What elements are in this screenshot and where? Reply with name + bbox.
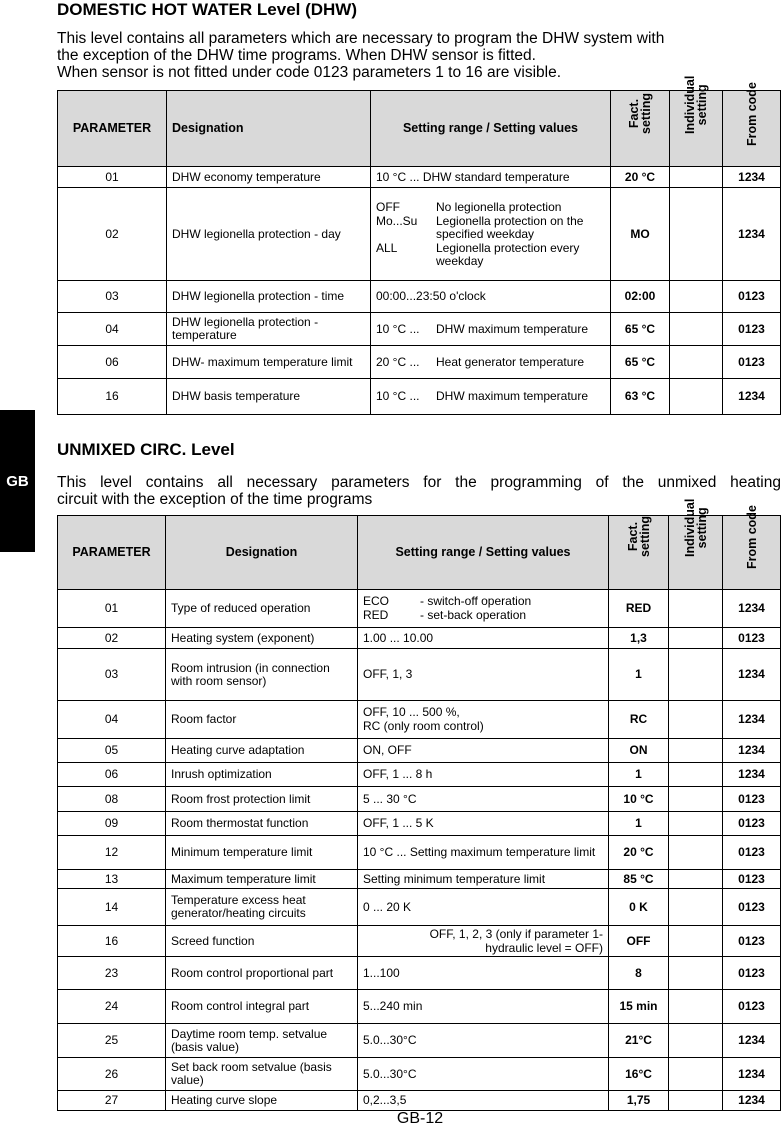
table-row bbox=[58, 990, 781, 1024]
designation: Room control integral part bbox=[166, 990, 358, 1024]
unmixed-intro bbox=[57, 474, 781, 508]
factory-setting: ON bbox=[609, 739, 669, 763]
table-row bbox=[58, 870, 781, 889]
range-line: RC (only room control) bbox=[363, 719, 484, 733]
designation: DHW legionella protection - time bbox=[167, 281, 371, 313]
header-range: Setting range / Setting values bbox=[371, 91, 611, 167]
header-designation: Designation bbox=[167, 91, 371, 167]
table-row bbox=[58, 836, 781, 870]
range-line: OFF, 1, 2, 3 (only if parameter 1- bbox=[429, 926, 603, 941]
table-row bbox=[58, 1058, 781, 1091]
individual-setting bbox=[669, 1091, 723, 1111]
table-row bbox=[58, 379, 781, 415]
factory-setting: 20 °C bbox=[609, 836, 669, 870]
page-number: GB-12 bbox=[396, 1110, 444, 1127]
parameter-number: 02 bbox=[58, 628, 166, 649]
parameter-number: 04 bbox=[58, 701, 166, 739]
factory-setting: 65 °C bbox=[611, 313, 670, 346]
header-individual-setting-text: Individual setting bbox=[683, 75, 709, 134]
table-row bbox=[58, 1091, 781, 1111]
option-key: 10 °C ... bbox=[376, 389, 420, 403]
from-code: 1234 bbox=[723, 739, 781, 763]
setting-range bbox=[371, 167, 611, 188]
from-code: 1234 bbox=[723, 1024, 781, 1058]
setting-range bbox=[358, 926, 609, 957]
table-row bbox=[58, 167, 781, 188]
factory-setting: MO bbox=[611, 188, 670, 281]
table-row bbox=[58, 812, 781, 836]
table-row bbox=[58, 1024, 781, 1058]
range-line: 5.0...30°C bbox=[363, 1066, 417, 1081]
intro-line: This level contains all necessary parameters for the programming of the unmixed heating bbox=[57, 474, 781, 491]
parameter-number: 06 bbox=[58, 763, 166, 787]
parameter-number: 16 bbox=[58, 379, 167, 415]
individual-setting bbox=[669, 787, 723, 812]
parameter-number: 23 bbox=[58, 957, 166, 990]
from-code: 1234 bbox=[723, 379, 781, 415]
factory-setting: 10 °C bbox=[609, 787, 669, 812]
parameter-number: 13 bbox=[58, 870, 166, 889]
setting-range bbox=[358, 1024, 609, 1058]
dhw-intro bbox=[57, 30, 781, 81]
setting-range bbox=[358, 812, 609, 836]
parameter-number: 01 bbox=[58, 590, 166, 628]
parameter-number: 01 bbox=[58, 167, 167, 188]
individual-setting bbox=[669, 990, 723, 1024]
factory-setting: 02:00 bbox=[611, 281, 670, 313]
designation: Daytime room temp. setvalue (basis value) bbox=[166, 1024, 358, 1058]
parameter-number: 06 bbox=[58, 346, 167, 379]
designation: Heating curve adaptation bbox=[166, 739, 358, 763]
table-row bbox=[58, 701, 781, 739]
option-key: RED bbox=[363, 608, 389, 622]
table-row bbox=[58, 787, 781, 812]
option-description: Legionella protection on the specified weekday bbox=[436, 213, 584, 241]
range-line: 10 °C ... Setting maximum temperature limit bbox=[363, 845, 596, 859]
from-code: 1234 bbox=[723, 1091, 781, 1111]
from-code: 0123 bbox=[723, 281, 781, 313]
option-description: DHW maximum temperature bbox=[436, 389, 589, 403]
factory-setting: 20 °C bbox=[611, 167, 670, 188]
table-row bbox=[58, 590, 781, 628]
option-key: 10 °C ... bbox=[376, 321, 420, 336]
table-row bbox=[58, 889, 781, 926]
table-row bbox=[58, 346, 781, 379]
from-code: 0123 bbox=[723, 990, 781, 1024]
intro-line: This level contains all parameters which are necessary to program the DHW system with bbox=[57, 30, 665, 47]
factory-setting: 8 bbox=[609, 957, 669, 990]
intro-line: the exception of the DHW time programs. When DHW sensor is fitted. bbox=[57, 47, 536, 64]
individual-setting bbox=[669, 889, 723, 926]
header-parameter: PARAMETER bbox=[58, 91, 167, 167]
parameter-number: 03 bbox=[58, 281, 167, 313]
individual-setting bbox=[669, 812, 723, 836]
setting-range bbox=[358, 787, 609, 812]
option-description: DHW maximum temperature bbox=[436, 321, 589, 336]
setting-range bbox=[371, 379, 611, 415]
parameter-number: 25 bbox=[58, 1024, 166, 1058]
designation: Inrush optimization bbox=[166, 763, 358, 787]
setting-range bbox=[358, 763, 609, 787]
designation: DHW legionella protection - day bbox=[167, 188, 371, 281]
factory-setting: 1,3 bbox=[609, 628, 669, 649]
range-line: 10 °C ... DHW standard temperature bbox=[376, 169, 570, 184]
setting-range bbox=[358, 1058, 609, 1091]
from-code: 1234 bbox=[723, 763, 781, 787]
factory-setting: 85 °C bbox=[609, 870, 669, 889]
option-key: Mo...Su bbox=[376, 213, 418, 228]
individual-setting bbox=[669, 739, 723, 763]
from-code: 1234 bbox=[723, 188, 781, 281]
from-code: 1234 bbox=[723, 649, 781, 701]
designation: Heating system (exponent) bbox=[166, 628, 358, 649]
range-line: OFF, 1, 3 bbox=[363, 667, 413, 681]
option-description: - switch-off operation bbox=[420, 594, 532, 608]
range-line: 5.0...30°C bbox=[363, 1033, 417, 1047]
individual-setting bbox=[669, 1058, 723, 1091]
table-row bbox=[58, 739, 781, 763]
factory-setting: 1 bbox=[609, 763, 669, 787]
individual-setting bbox=[669, 649, 723, 701]
from-code: 0123 bbox=[723, 812, 781, 836]
option-description: Heat generator temperature bbox=[436, 354, 585, 369]
setting-range bbox=[371, 346, 611, 379]
factory-setting: 65 °C bbox=[611, 346, 670, 379]
header-individual-setting-text: Individual setting bbox=[682, 498, 709, 557]
parameter-number: 14 bbox=[58, 889, 166, 926]
designation: Room control proportional part bbox=[166, 957, 358, 990]
individual-setting bbox=[669, 763, 723, 787]
range-line: OFF, 10 ... 500 %, bbox=[363, 705, 460, 719]
designation: Type of reduced operation bbox=[166, 590, 358, 628]
option-key: ECO bbox=[363, 594, 390, 608]
individual-setting bbox=[670, 167, 723, 188]
parameter-number: 26 bbox=[58, 1058, 166, 1091]
individual-setting bbox=[670, 313, 723, 346]
setting-range bbox=[358, 701, 609, 739]
individual-setting bbox=[669, 836, 723, 870]
header-individual-setting bbox=[669, 498, 723, 590]
from-code: 1234 bbox=[723, 1058, 781, 1091]
setting-range bbox=[358, 628, 609, 649]
individual-setting bbox=[669, 957, 723, 990]
factory-setting: 1,75 bbox=[609, 1091, 669, 1111]
range-line: 1.00 ... 10.00 bbox=[363, 630, 434, 645]
factory-setting: 1 bbox=[609, 812, 669, 836]
range-line: 5...240 min bbox=[363, 999, 423, 1013]
table-row bbox=[58, 763, 781, 787]
designation: Room intrusion (in connection with room sensor) bbox=[166, 649, 358, 701]
from-code: 0123 bbox=[723, 787, 781, 812]
individual-setting bbox=[669, 870, 723, 889]
from-code: 0123 bbox=[723, 346, 781, 379]
parameter-number: 16 bbox=[58, 926, 166, 957]
parameter-number: 24 bbox=[58, 990, 166, 1024]
from-code: 1234 bbox=[723, 590, 781, 628]
setting-range bbox=[371, 188, 611, 281]
setting-range bbox=[358, 739, 609, 763]
designation: Room frost protection limit bbox=[166, 787, 358, 812]
parameter-number: 08 bbox=[58, 787, 166, 812]
header-range: Setting range / Setting values bbox=[358, 516, 609, 590]
range-line: OFF, 1 ... 8 h bbox=[363, 767, 433, 781]
header-from-code bbox=[723, 82, 781, 167]
header-parameter: PARAMETER bbox=[58, 516, 166, 590]
individual-setting bbox=[670, 346, 723, 379]
header-from-code bbox=[723, 505, 781, 590]
designation: Maximum temperature limit bbox=[166, 870, 358, 889]
individual-setting bbox=[669, 1024, 723, 1058]
from-code: 1234 bbox=[723, 167, 781, 188]
language-tab: GB bbox=[0, 410, 35, 552]
factory-setting: 0 K bbox=[609, 889, 669, 926]
parameter-number: 12 bbox=[58, 836, 166, 870]
header-fact-setting bbox=[609, 516, 669, 590]
factory-setting: OFF bbox=[609, 926, 669, 957]
parameter-number: 03 bbox=[58, 649, 166, 701]
table-row bbox=[58, 649, 781, 701]
range-line: 5 ... 30 °C bbox=[363, 791, 417, 806]
option-key: ALL bbox=[376, 240, 398, 255]
designation: Set back room setvalue (basis value) bbox=[166, 1058, 358, 1091]
table-row bbox=[58, 957, 781, 990]
header-fact-setting-text: Fact. setting bbox=[625, 516, 652, 557]
individual-setting bbox=[669, 628, 723, 649]
range-option bbox=[376, 242, 605, 268]
designation: Room factor bbox=[166, 701, 358, 739]
range-line: OFF, 1 ... 5 K bbox=[363, 816, 434, 830]
designation: Room thermostat function bbox=[166, 812, 358, 836]
range-line: hydraulic level = OFF) bbox=[485, 940, 603, 955]
designation: Temperature excess heat generator/heating circuits bbox=[166, 889, 358, 926]
from-code: 0123 bbox=[723, 957, 781, 990]
range-option bbox=[376, 201, 605, 214]
range-option bbox=[363, 595, 603, 608]
individual-setting bbox=[670, 379, 723, 415]
designation: DHW economy temperature bbox=[167, 167, 371, 188]
individual-setting bbox=[670, 188, 723, 281]
designation: DHW legionella protection - temperature bbox=[167, 313, 371, 346]
factory-setting: 15 min bbox=[609, 990, 669, 1024]
setting-range bbox=[371, 313, 611, 346]
setting-range bbox=[358, 870, 609, 889]
factory-setting: 63 °C bbox=[611, 379, 670, 415]
range-option bbox=[376, 215, 605, 241]
from-code: 0123 bbox=[723, 889, 781, 926]
header-fact-setting-text: Fact. setting bbox=[627, 93, 653, 134]
range-line: 00:00...23:50 o'clock bbox=[376, 289, 486, 303]
designation: Heating curve slope bbox=[166, 1091, 358, 1111]
dhw-title: DOMESTIC HOT WATER Level (DHW) bbox=[57, 0, 358, 19]
range-line: 1...100 bbox=[363, 965, 400, 980]
range-option bbox=[376, 390, 605, 403]
factory-setting: 1 bbox=[609, 649, 669, 701]
option-description: No legionella protection bbox=[436, 199, 562, 214]
from-code: 0123 bbox=[723, 870, 781, 889]
range-line: Setting minimum temperature limit bbox=[363, 871, 546, 886]
from-code: 0123 bbox=[723, 926, 781, 957]
table-row bbox=[58, 628, 781, 649]
setting-range bbox=[358, 957, 609, 990]
from-code: 1234 bbox=[723, 701, 781, 739]
designation: DHW basis temperature bbox=[167, 379, 371, 415]
individual-setting bbox=[670, 281, 723, 313]
range-line: 0,2...3,5 bbox=[363, 1093, 407, 1107]
designation: DHW- maximum temperature limit bbox=[167, 346, 371, 379]
setting-range bbox=[358, 836, 609, 870]
table-row bbox=[58, 188, 781, 281]
from-code: 0123 bbox=[723, 313, 781, 346]
parameter-number: 02 bbox=[58, 188, 167, 281]
from-code: 0123 bbox=[723, 836, 781, 870]
header-from-code-text: From code bbox=[744, 82, 759, 146]
setting-range bbox=[358, 590, 609, 628]
parameter-number: 27 bbox=[58, 1091, 166, 1111]
parameter-number: 09 bbox=[58, 812, 166, 836]
factory-setting: 16°C bbox=[609, 1058, 669, 1091]
header-designation: Designation bbox=[166, 516, 358, 590]
header-individual-setting bbox=[670, 75, 723, 167]
range-option bbox=[376, 356, 605, 369]
option-key: OFF bbox=[376, 199, 400, 214]
designation: Screed function bbox=[166, 926, 358, 957]
range-line: 0 ... 20 K bbox=[363, 899, 412, 914]
table-row bbox=[58, 926, 781, 957]
range-option bbox=[376, 323, 605, 336]
intro-line: circuit with the exception of the time programs bbox=[57, 491, 373, 508]
individual-setting bbox=[669, 590, 723, 628]
header-fact-setting bbox=[611, 91, 670, 167]
factory-setting: RED bbox=[609, 590, 669, 628]
individual-setting bbox=[669, 701, 723, 739]
option-key: 20 °C ... bbox=[376, 354, 420, 369]
table-row bbox=[58, 281, 781, 313]
range-option bbox=[363, 609, 603, 622]
setting-range bbox=[358, 889, 609, 926]
parameter-number: 05 bbox=[58, 739, 166, 763]
range-line: ON, OFF bbox=[363, 743, 412, 757]
parameter-number: 04 bbox=[58, 313, 167, 346]
table-row bbox=[58, 313, 781, 346]
unmixed-title: UNMIXED CIRC. Level bbox=[57, 440, 235, 459]
designation: Minimum temperature limit bbox=[166, 836, 358, 870]
factory-setting: 21°C bbox=[609, 1024, 669, 1058]
setting-range bbox=[358, 649, 609, 701]
option-description: Legionella protection every weekday bbox=[436, 240, 580, 268]
setting-range bbox=[358, 1091, 609, 1111]
setting-range bbox=[371, 281, 611, 313]
option-description: - set-back operation bbox=[420, 608, 527, 622]
from-code: 0123 bbox=[723, 628, 781, 649]
header-from-code-text: From code bbox=[744, 505, 759, 569]
intro-line: When sensor is not fitted under code 0123 parameters 1 to 16 are visible. bbox=[57, 64, 562, 81]
setting-range bbox=[358, 990, 609, 1024]
factory-setting: RC bbox=[609, 701, 669, 739]
dhw-parameter-table bbox=[57, 75, 781, 415]
individual-setting bbox=[669, 926, 723, 957]
